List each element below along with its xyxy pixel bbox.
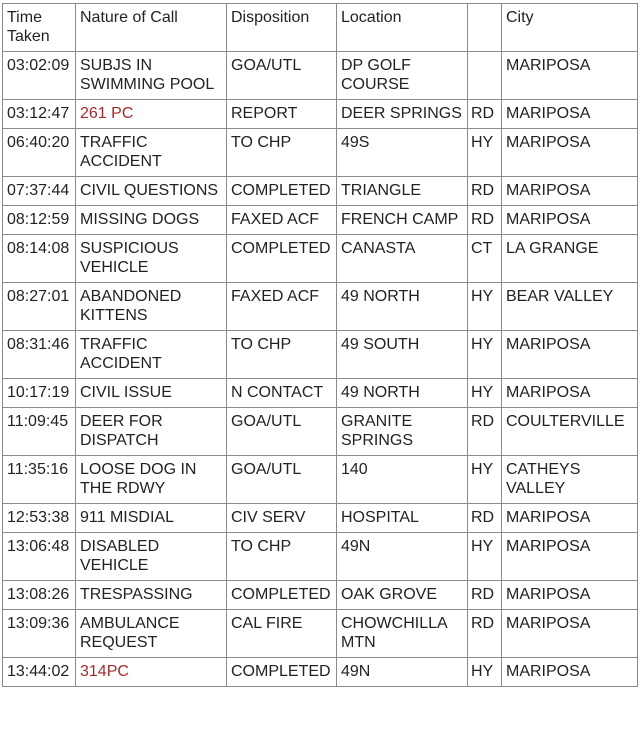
table-row: [3, 456, 638, 504]
cell-disposition: COMPLETED: [227, 658, 337, 687]
cell-time: 03:02:09: [3, 52, 76, 100]
cell-suffix: HY: [468, 331, 502, 379]
cell-time: 13:44:02: [3, 658, 76, 687]
table-row: [3, 129, 638, 177]
cell-nature: TRAFFIC ACCIDENT: [76, 331, 227, 379]
cell-suffix: HY: [468, 533, 502, 581]
cell-location: TRIANGLE: [337, 177, 468, 206]
cell-nature: 911 MISDIAL: [76, 504, 227, 533]
table-row: [3, 533, 638, 581]
cell-disposition: GOA/UTL: [227, 456, 337, 504]
cell-suffix: CT: [468, 235, 502, 283]
cell-nature: SUBJS IN SWIMMING POOL: [76, 52, 227, 100]
table-row: [3, 658, 638, 687]
cell-city: MARIPOSA: [502, 658, 638, 687]
cell-location: 49 SOUTH: [337, 331, 468, 379]
cell-disposition: COMPLETED: [227, 235, 337, 283]
cell-city: MARIPOSA: [502, 379, 638, 408]
cell-location: 49S: [337, 129, 468, 177]
cell-time: 03:12:47: [3, 100, 76, 129]
cell-nature: SUSPICIOUS VEHICLE: [76, 235, 227, 283]
table-row: [3, 610, 638, 658]
cell-city: MARIPOSA: [502, 177, 638, 206]
header-row: [3, 4, 638, 52]
cell-location: 49 NORTH: [337, 379, 468, 408]
cell-nature: 314PC: [76, 658, 227, 687]
cell-time: 08:12:59: [3, 206, 76, 235]
cell-nature: 261 PC: [76, 100, 227, 129]
cell-location: 49 NORTH: [337, 283, 468, 331]
cell-location: DP GOLF COURSE: [337, 52, 468, 100]
cell-location: DEER SPRINGS: [337, 100, 468, 129]
cell-time: 06:40:20: [3, 129, 76, 177]
cell-suffix: [468, 52, 502, 100]
cell-disposition: CIV SERV: [227, 504, 337, 533]
header-time: Time Taken: [3, 4, 76, 52]
cell-city: MARIPOSA: [502, 610, 638, 658]
cell-suffix: RD: [468, 581, 502, 610]
cell-nature: MISSING DOGS: [76, 206, 227, 235]
call-log-table: [2, 3, 638, 687]
cell-time: 10:17:19: [3, 379, 76, 408]
cell-time: 07:37:44: [3, 177, 76, 206]
table-row: [3, 283, 638, 331]
cell-suffix: RD: [468, 206, 502, 235]
cell-suffix: RD: [468, 177, 502, 206]
table-row: [3, 235, 638, 283]
cell-suffix: HY: [468, 283, 502, 331]
table-row: [3, 100, 638, 129]
cell-location: FRENCH CAMP: [337, 206, 468, 235]
cell-time: 13:08:26: [3, 581, 76, 610]
cell-nature: DEER FOR DISPATCH: [76, 408, 227, 456]
cell-disposition: TO CHP: [227, 331, 337, 379]
cell-nature: ABANDONED KITTENS: [76, 283, 227, 331]
cell-city: COULTERVILLE: [502, 408, 638, 456]
header-disposition: Disposition: [227, 4, 337, 52]
cell-disposition: GOA/UTL: [227, 52, 337, 100]
cell-time: 13:06:48: [3, 533, 76, 581]
header-nature: Nature of Call: [76, 4, 227, 52]
cell-time: 08:31:46: [3, 331, 76, 379]
cell-time: 08:14:08: [3, 235, 76, 283]
cell-city: MARIPOSA: [502, 129, 638, 177]
cell-suffix: HY: [468, 456, 502, 504]
cell-location: 140: [337, 456, 468, 504]
cell-disposition: TO CHP: [227, 129, 337, 177]
table-row: [3, 331, 638, 379]
cell-suffix: HY: [468, 658, 502, 687]
table-row: [3, 52, 638, 100]
cell-nature: LOOSE DOG IN THE RDWY: [76, 456, 227, 504]
cell-suffix: RD: [468, 100, 502, 129]
cell-city: MARIPOSA: [502, 581, 638, 610]
cell-suffix: RD: [468, 504, 502, 533]
cell-city: LA GRANGE: [502, 235, 638, 283]
cell-time: 08:27:01: [3, 283, 76, 331]
cell-city: MARIPOSA: [502, 331, 638, 379]
cell-nature: CIVIL ISSUE: [76, 379, 227, 408]
cell-nature: DISABLED VEHICLE: [76, 533, 227, 581]
table-row: [3, 408, 638, 456]
table-row: [3, 379, 638, 408]
table-row: [3, 177, 638, 206]
cell-suffix: HY: [468, 379, 502, 408]
header-suffix: [468, 4, 502, 52]
cell-location: CANASTA: [337, 235, 468, 283]
cell-city: MARIPOSA: [502, 100, 638, 129]
cell-location: 49N: [337, 658, 468, 687]
header-location: Location: [337, 4, 468, 52]
cell-city: MARIPOSA: [502, 533, 638, 581]
cell-suffix: RD: [468, 408, 502, 456]
cell-city: MARIPOSA: [502, 52, 638, 100]
cell-disposition: GOA/UTL: [227, 408, 337, 456]
cell-location: HOSPITAL: [337, 504, 468, 533]
cell-disposition: FAXED ACF: [227, 283, 337, 331]
cell-location: CHOWCHILLA MTN: [337, 610, 468, 658]
cell-suffix: HY: [468, 129, 502, 177]
header-city: City: [502, 4, 638, 52]
table-row: [3, 206, 638, 235]
cell-location: GRANITE SPRINGS: [337, 408, 468, 456]
cell-nature: AMBULANCE REQUEST: [76, 610, 227, 658]
cell-time: 11:35:16: [3, 456, 76, 504]
cell-disposition: REPORT: [227, 100, 337, 129]
cell-location: OAK GROVE: [337, 581, 468, 610]
cell-disposition: TO CHP: [227, 533, 337, 581]
cell-location: 49N: [337, 533, 468, 581]
cell-time: 13:09:36: [3, 610, 76, 658]
cell-disposition: N CONTACT: [227, 379, 337, 408]
cell-nature: TRAFFIC ACCIDENT: [76, 129, 227, 177]
cell-nature: CIVIL QUESTIONS: [76, 177, 227, 206]
cell-disposition: CAL FIRE: [227, 610, 337, 658]
cell-disposition: COMPLETED: [227, 581, 337, 610]
cell-time: 11:09:45: [3, 408, 76, 456]
cell-disposition: COMPLETED: [227, 177, 337, 206]
cell-time: 12:53:38: [3, 504, 76, 533]
table-row: [3, 581, 638, 610]
table-row: [3, 504, 638, 533]
cell-city: CATHEYS VALLEY: [502, 456, 638, 504]
cell-city: BEAR VALLEY: [502, 283, 638, 331]
cell-disposition: FAXED ACF: [227, 206, 337, 235]
cell-suffix: RD: [468, 610, 502, 658]
cell-city: MARIPOSA: [502, 504, 638, 533]
cell-city: MARIPOSA: [502, 206, 638, 235]
cell-nature: TRESPASSING: [76, 581, 227, 610]
